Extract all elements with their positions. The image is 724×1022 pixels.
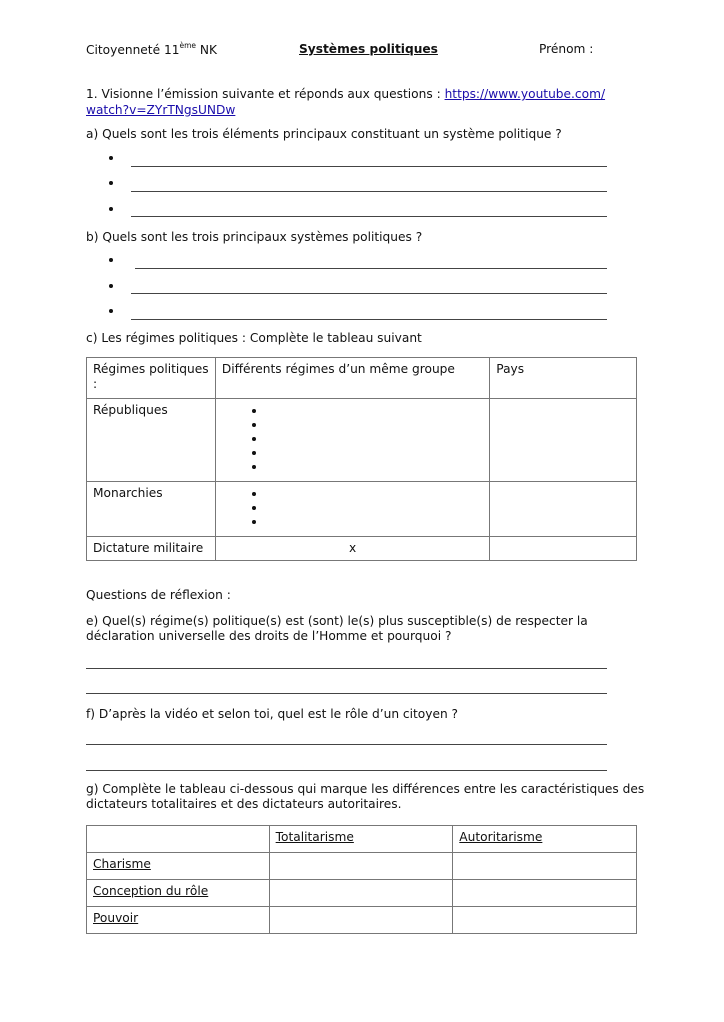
republiques-regimes-cell[interactable]: [215, 399, 489, 482]
table-header-row: [87, 826, 637, 853]
question-1-text: 1. Visionne l’émission suivante et réponds aux questions :: [86, 87, 445, 101]
answer-line-f2[interactable]: [86, 770, 607, 771]
question-e: e) Quel(s) régime(s) politique(s) est (sont) le(s) plus susceptible(s) de respecter la déclaration universelle des droits de l’Homme et pourquoi ?: [86, 614, 588, 643]
bullet-item: [244, 486, 483, 500]
dictators-table: [86, 825, 637, 934]
question-b: b) Quels sont les trois principaux systèmes politiques ?: [86, 230, 423, 244]
conception-totalitarisme-cell[interactable]: [269, 880, 453, 907]
bullet-item: [244, 417, 483, 431]
row-label-dictature: Dictature militaire: [87, 537, 216, 561]
table-row: [87, 399, 637, 482]
header-totalitarisme: Totalitarisme: [269, 826, 453, 853]
answer-line-a2[interactable]: [131, 191, 607, 192]
question-1: [86, 86, 626, 118]
bullet-icon: [109, 207, 113, 211]
question-c: c) Les régimes politiques : Complète le tableau suivant: [86, 331, 422, 345]
name-label: Prénom :: [539, 42, 594, 56]
link-part-2: watch?v=ZYrTNgsUNDw: [86, 103, 236, 117]
table-row: [87, 880, 637, 907]
answer-line-f1[interactable]: [86, 744, 607, 745]
answer-line-b1[interactable]: [135, 268, 607, 269]
row-label-monarchies: Monarchies: [87, 482, 216, 537]
reflexion-title: Questions de réflexion :: [86, 588, 231, 602]
subject-superscript: ème: [179, 41, 196, 50]
charisme-totalitarisme-cell[interactable]: [269, 853, 453, 880]
bullet-item: [244, 431, 483, 445]
bullet-item: [244, 445, 483, 459]
bullet-icon: [109, 258, 113, 262]
pouvoir-autoritarisme-cell[interactable]: [453, 907, 637, 934]
page-title: Systèmes politiques: [299, 42, 438, 56]
row-label-charisme: Charisme: [87, 853, 270, 880]
bullet-list: [222, 486, 483, 528]
header-groups: Différents régimes d’un même groupe: [215, 358, 489, 399]
republiques-pays-cell[interactable]: [490, 399, 637, 482]
bullet-list: [222, 403, 483, 473]
monarchies-pays-cell[interactable]: [490, 482, 637, 537]
subject-text: Citoyenneté 11: [86, 43, 180, 58]
question-a: a) Quels sont les trois éléments principaux constituant un système politique ?: [86, 127, 562, 141]
answer-line-e2[interactable]: [86, 693, 607, 694]
question-f: f) D’après la vidéo et selon toi, quel est le rôle d’un citoyen ?: [86, 707, 459, 721]
row-label-conception: Conception du rôle: [87, 880, 270, 907]
table-row: [87, 537, 637, 561]
table-row: [87, 853, 637, 880]
row-label-pouvoir: Pouvoir: [87, 907, 270, 934]
bullet-item: [244, 500, 483, 514]
bullet-item: [244, 459, 483, 473]
bullet-item: [244, 514, 483, 528]
header-autoritarisme: Autoritarisme: [453, 826, 637, 853]
subject-class: NK: [196, 43, 217, 58]
conception-autoritarisme-cell[interactable]: [453, 880, 637, 907]
header-pays: Pays: [490, 358, 637, 399]
pouvoir-totalitarisme-cell[interactable]: [269, 907, 453, 934]
bullet-icon: [109, 284, 113, 288]
answer-line-b2[interactable]: [131, 293, 607, 294]
table-header-row: [87, 358, 637, 399]
bullet-item: [244, 403, 483, 417]
table-row: [87, 907, 637, 934]
bullet-icon: [109, 181, 113, 185]
answer-line-b3[interactable]: [131, 319, 607, 320]
monarchies-regimes-cell[interactable]: [215, 482, 489, 537]
row-label-republiques: Républiques: [87, 399, 216, 482]
answer-line-a1[interactable]: [131, 166, 607, 167]
bullet-icon: [109, 156, 113, 160]
question-g: g) Complète le tableau ci-dessous qui marque les différences entre les caractéristiques des dictateurs totalitaires et des dictateurs autoritaires.: [86, 782, 645, 811]
table-row: [87, 482, 637, 537]
header-regimes: Régimes politiques :: [87, 358, 216, 399]
bullet-icon: [109, 309, 113, 313]
header-empty: [87, 826, 270, 853]
link-part-1: https://www.youtube.com/: [444, 87, 606, 101]
answer-line-a3[interactable]: [131, 216, 607, 217]
regimes-table: [86, 357, 637, 561]
charisme-autoritarisme-cell[interactable]: [453, 853, 637, 880]
dictature-regimes-cell: x: [215, 537, 489, 561]
dictature-pays-cell[interactable]: [490, 537, 637, 561]
answer-line-e1[interactable]: [86, 668, 607, 669]
header-subject: [86, 42, 217, 57]
